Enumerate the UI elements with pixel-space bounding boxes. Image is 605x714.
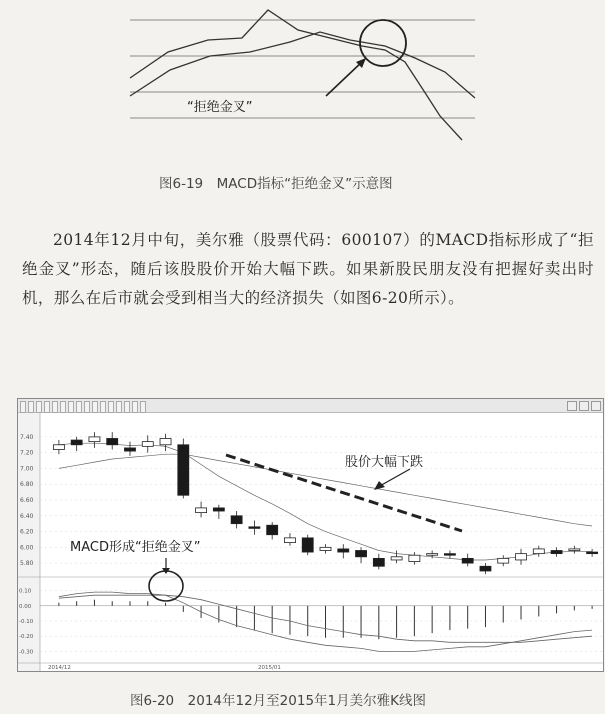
candle-body (284, 538, 295, 543)
minimize-icon[interactable] (567, 401, 577, 411)
toolbar-button[interactable] (84, 401, 90, 413)
candle-body (196, 508, 207, 513)
toolbar-button[interactable] (20, 401, 26, 413)
date-tick-label: 2015/01 (258, 665, 281, 671)
candle-body (498, 558, 509, 563)
toolbar-button[interactable] (124, 401, 130, 413)
candle-body (320, 547, 331, 550)
figure-6-19-caption: 图6-19 MACD指标“拒绝金叉”示意图 (159, 176, 393, 192)
maximize-icon[interactable] (579, 401, 589, 411)
candle-body (249, 527, 260, 529)
dea-line (130, 32, 475, 98)
candle-body (160, 438, 171, 444)
candle-body (71, 440, 82, 445)
toolbar-button[interactable] (108, 401, 114, 413)
software-toolbar (18, 399, 603, 413)
candle-body (480, 566, 491, 571)
price-tick-label: 5.80 (20, 560, 34, 568)
candle-body (516, 554, 527, 560)
candle-body (142, 442, 153, 447)
candle-body (213, 508, 224, 511)
body-paragraph (22, 226, 594, 313)
date-tick-label: 2014/12 (48, 665, 71, 671)
toolbar-button[interactable] (68, 401, 74, 413)
candle-body (302, 538, 313, 552)
price-tick-label: 6.80 (20, 481, 34, 489)
toolbar-button[interactable] (44, 401, 50, 413)
candle-body (533, 549, 544, 554)
schematic-annotation: “拒绝金叉” (187, 100, 253, 115)
candle-body (107, 438, 118, 444)
dif-line (130, 10, 462, 140)
macd-tick-label: -0.20 (19, 634, 34, 641)
candle-body (587, 552, 598, 554)
price-tick-label: 6.40 (20, 512, 34, 520)
macd-schematic-figure (100, 0, 520, 160)
candle-body (462, 558, 473, 563)
candle-body (373, 558, 384, 566)
toolbar-button[interactable] (92, 401, 98, 413)
toolbar-button[interactable] (140, 401, 146, 413)
candle-body (267, 525, 278, 534)
toolbar-button[interactable] (60, 401, 66, 413)
candle-body (53, 445, 64, 450)
candle-body (178, 445, 189, 495)
candle-body (444, 554, 455, 556)
macd-tick-label: -0.30 (19, 649, 34, 656)
price-tick-label: 6.60 (20, 497, 34, 504)
macd-tick-label: 0.10 (19, 588, 32, 595)
toolbar-button[interactable] (36, 401, 42, 413)
toolbar-button[interactable] (100, 401, 106, 413)
candle-body (356, 550, 367, 556)
price-tick-label: 7.20 (20, 449, 34, 457)
price-drop-annotation: 股价大幅下跌 (345, 455, 424, 470)
candle-body (391, 557, 402, 560)
price-tick-label: 7.40 (20, 433, 34, 441)
figure-6-20-caption: 图6-20 2014年12月至2015年1月美尔雅K线图 (130, 693, 426, 709)
toolbar-button[interactable] (132, 401, 138, 413)
toolbar-button[interactable] (116, 401, 122, 413)
macd-tick-label: -0.10 (19, 619, 34, 625)
candle-body (338, 549, 349, 552)
close-icon[interactable] (591, 401, 601, 411)
stock-chart-screenshot (17, 398, 604, 672)
paragraph-text: 2014年12月中旬，美尔雅（股票代码：600107）的MACD指标形成了“拒绝金叉”形态，随后该股股价开始大幅下跌。如果新股民朋友没有把握好卖出时机，那么在后市就会受到相当大的经济损失（如图6-20所示）。 (22, 231, 594, 307)
price-tick-label: 6.20 (20, 528, 34, 536)
candle-body (427, 554, 438, 556)
toolbar-button[interactable] (76, 401, 82, 413)
pointer-arrow (326, 60, 364, 96)
macd-annotation: MACD形成“拒绝金叉” (70, 540, 201, 555)
candle-body (409, 555, 420, 561)
candle-body (551, 550, 562, 553)
candle-body (231, 516, 242, 524)
window-controls (567, 401, 601, 411)
toolbar-button[interactable] (52, 401, 58, 413)
candle-body (89, 437, 100, 442)
toolbar-button[interactable] (28, 401, 34, 413)
candle-body (124, 448, 135, 451)
candle-body (569, 549, 580, 551)
price-tick-label: 6.00 (20, 544, 34, 552)
macd-tick-label: 0.00 (19, 603, 32, 610)
price-tick-label: 7.00 (20, 465, 34, 473)
